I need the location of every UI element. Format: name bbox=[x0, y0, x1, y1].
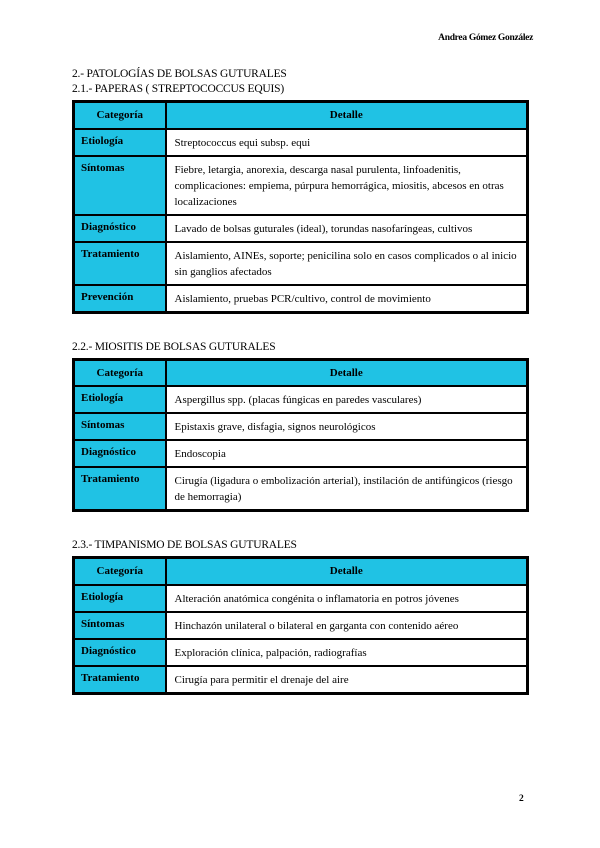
detail-cell: Alteración anatómica congénita o inflamatoria en potros jóvenes bbox=[166, 585, 528, 612]
table-header bbox=[74, 359, 528, 386]
detail-cell: Endoscopia bbox=[166, 440, 528, 467]
table-row bbox=[74, 386, 528, 413]
timpanismo-table bbox=[72, 556, 529, 695]
subsection-heading: 2.1.- PAPERAS ( STREPTOCOCCUS EQUIS) bbox=[72, 83, 284, 95]
table-row bbox=[74, 666, 528, 694]
detail-cell: Hinchazón unilateral o bilateral en garganta con contenido aéreo bbox=[166, 612, 528, 639]
category-cell: Diagnóstico bbox=[74, 215, 166, 242]
table-row bbox=[74, 156, 528, 215]
table-header-row bbox=[74, 102, 528, 129]
category-cell: Prevención bbox=[74, 285, 166, 313]
section-heading: 2.- PATOLOGÍAS DE BOLSAS GUTURALES bbox=[72, 68, 287, 80]
detail-cell: Exploración clínica, palpación, radiografías bbox=[166, 639, 528, 666]
category-cell: Etiología bbox=[74, 585, 166, 612]
section-miositis bbox=[72, 340, 529, 513]
category-cell: Síntomas bbox=[74, 612, 166, 639]
table-body bbox=[74, 585, 528, 694]
page-number: 2 bbox=[519, 794, 524, 804]
category-cell: Diagnóstico bbox=[74, 639, 166, 666]
column-header-detalle: Detalle bbox=[166, 359, 528, 386]
table-row bbox=[74, 585, 528, 612]
detail-cell: Cirugía para permitir el drenaje del aire bbox=[166, 666, 528, 694]
table-header-row bbox=[74, 558, 528, 585]
table-header bbox=[74, 102, 528, 129]
detail-cell: Aislamiento, AINEs, soporte; penicilina solo en casos complicados o al inicio sin ganglios afectados bbox=[166, 242, 528, 285]
category-cell: Etiología bbox=[74, 386, 166, 413]
detail-cell: Lavado de bolsas guturales (ideal), torundas nasofaríngeas, cultivos bbox=[166, 215, 528, 242]
category-cell: Tratamiento bbox=[74, 467, 166, 511]
table-header bbox=[74, 558, 528, 585]
category-cell: Diagnóstico bbox=[74, 440, 166, 467]
column-header-categoria: Categoría bbox=[74, 558, 166, 585]
section-heading: 2.2.- MIOSITIS DE BOLSAS GUTURALES bbox=[72, 340, 276, 353]
category-cell: Tratamiento bbox=[74, 666, 166, 694]
detail-cell: Aislamiento, pruebas PCR/cultivo, control de movimiento bbox=[166, 285, 528, 313]
table-row bbox=[74, 612, 528, 639]
column-header-detalle: Detalle bbox=[166, 102, 528, 129]
table-row bbox=[74, 285, 528, 313]
column-header-categoria: Categoría bbox=[74, 359, 166, 386]
detail-cell: Epistaxis grave, disfagia, signos neurológicos bbox=[166, 413, 528, 440]
page-content bbox=[72, 67, 529, 695]
table-header-row bbox=[74, 359, 528, 386]
detail-cell: Streptococcus equi subsp. equi bbox=[166, 129, 528, 156]
detail-cell: Cirugía (ligadura o embolización arterial), instilación de antifúngicos (riesgo de hemorragia) bbox=[166, 467, 528, 511]
author-name: Andrea Gómez González bbox=[438, 33, 533, 43]
section-timpanismo bbox=[72, 538, 529, 695]
category-cell: Etiología bbox=[74, 129, 166, 156]
paperas-table bbox=[72, 100, 529, 314]
table-row bbox=[74, 215, 528, 242]
category-cell: Síntomas bbox=[74, 156, 166, 215]
section-paperas bbox=[72, 67, 529, 314]
table-row bbox=[74, 129, 528, 156]
column-header-detalle: Detalle bbox=[166, 558, 528, 585]
table-body bbox=[74, 386, 528, 511]
table-row bbox=[74, 413, 528, 440]
table-row bbox=[74, 467, 528, 511]
table-row bbox=[74, 242, 528, 285]
detail-cell: Fiebre, letargia, anorexia, descarga nasal purulenta, linfoadenitis, complicaciones: empiema, púrpura hemorrágica, miositis, abcesos en otras localizaciones bbox=[166, 156, 528, 215]
category-cell: Tratamiento bbox=[74, 242, 166, 285]
category-cell: Síntomas bbox=[74, 413, 166, 440]
table-body bbox=[74, 129, 528, 313]
table-row bbox=[74, 639, 528, 666]
table-row bbox=[74, 440, 528, 467]
column-header-categoria: Categoría bbox=[74, 102, 166, 129]
miositis-table bbox=[72, 358, 529, 513]
detail-cell: Aspergillus spp. (placas fúngicas en paredes vasculares) bbox=[166, 386, 528, 413]
section-heading: 2.3.- TIMPANISMO DE BOLSAS GUTURALES bbox=[72, 539, 297, 551]
